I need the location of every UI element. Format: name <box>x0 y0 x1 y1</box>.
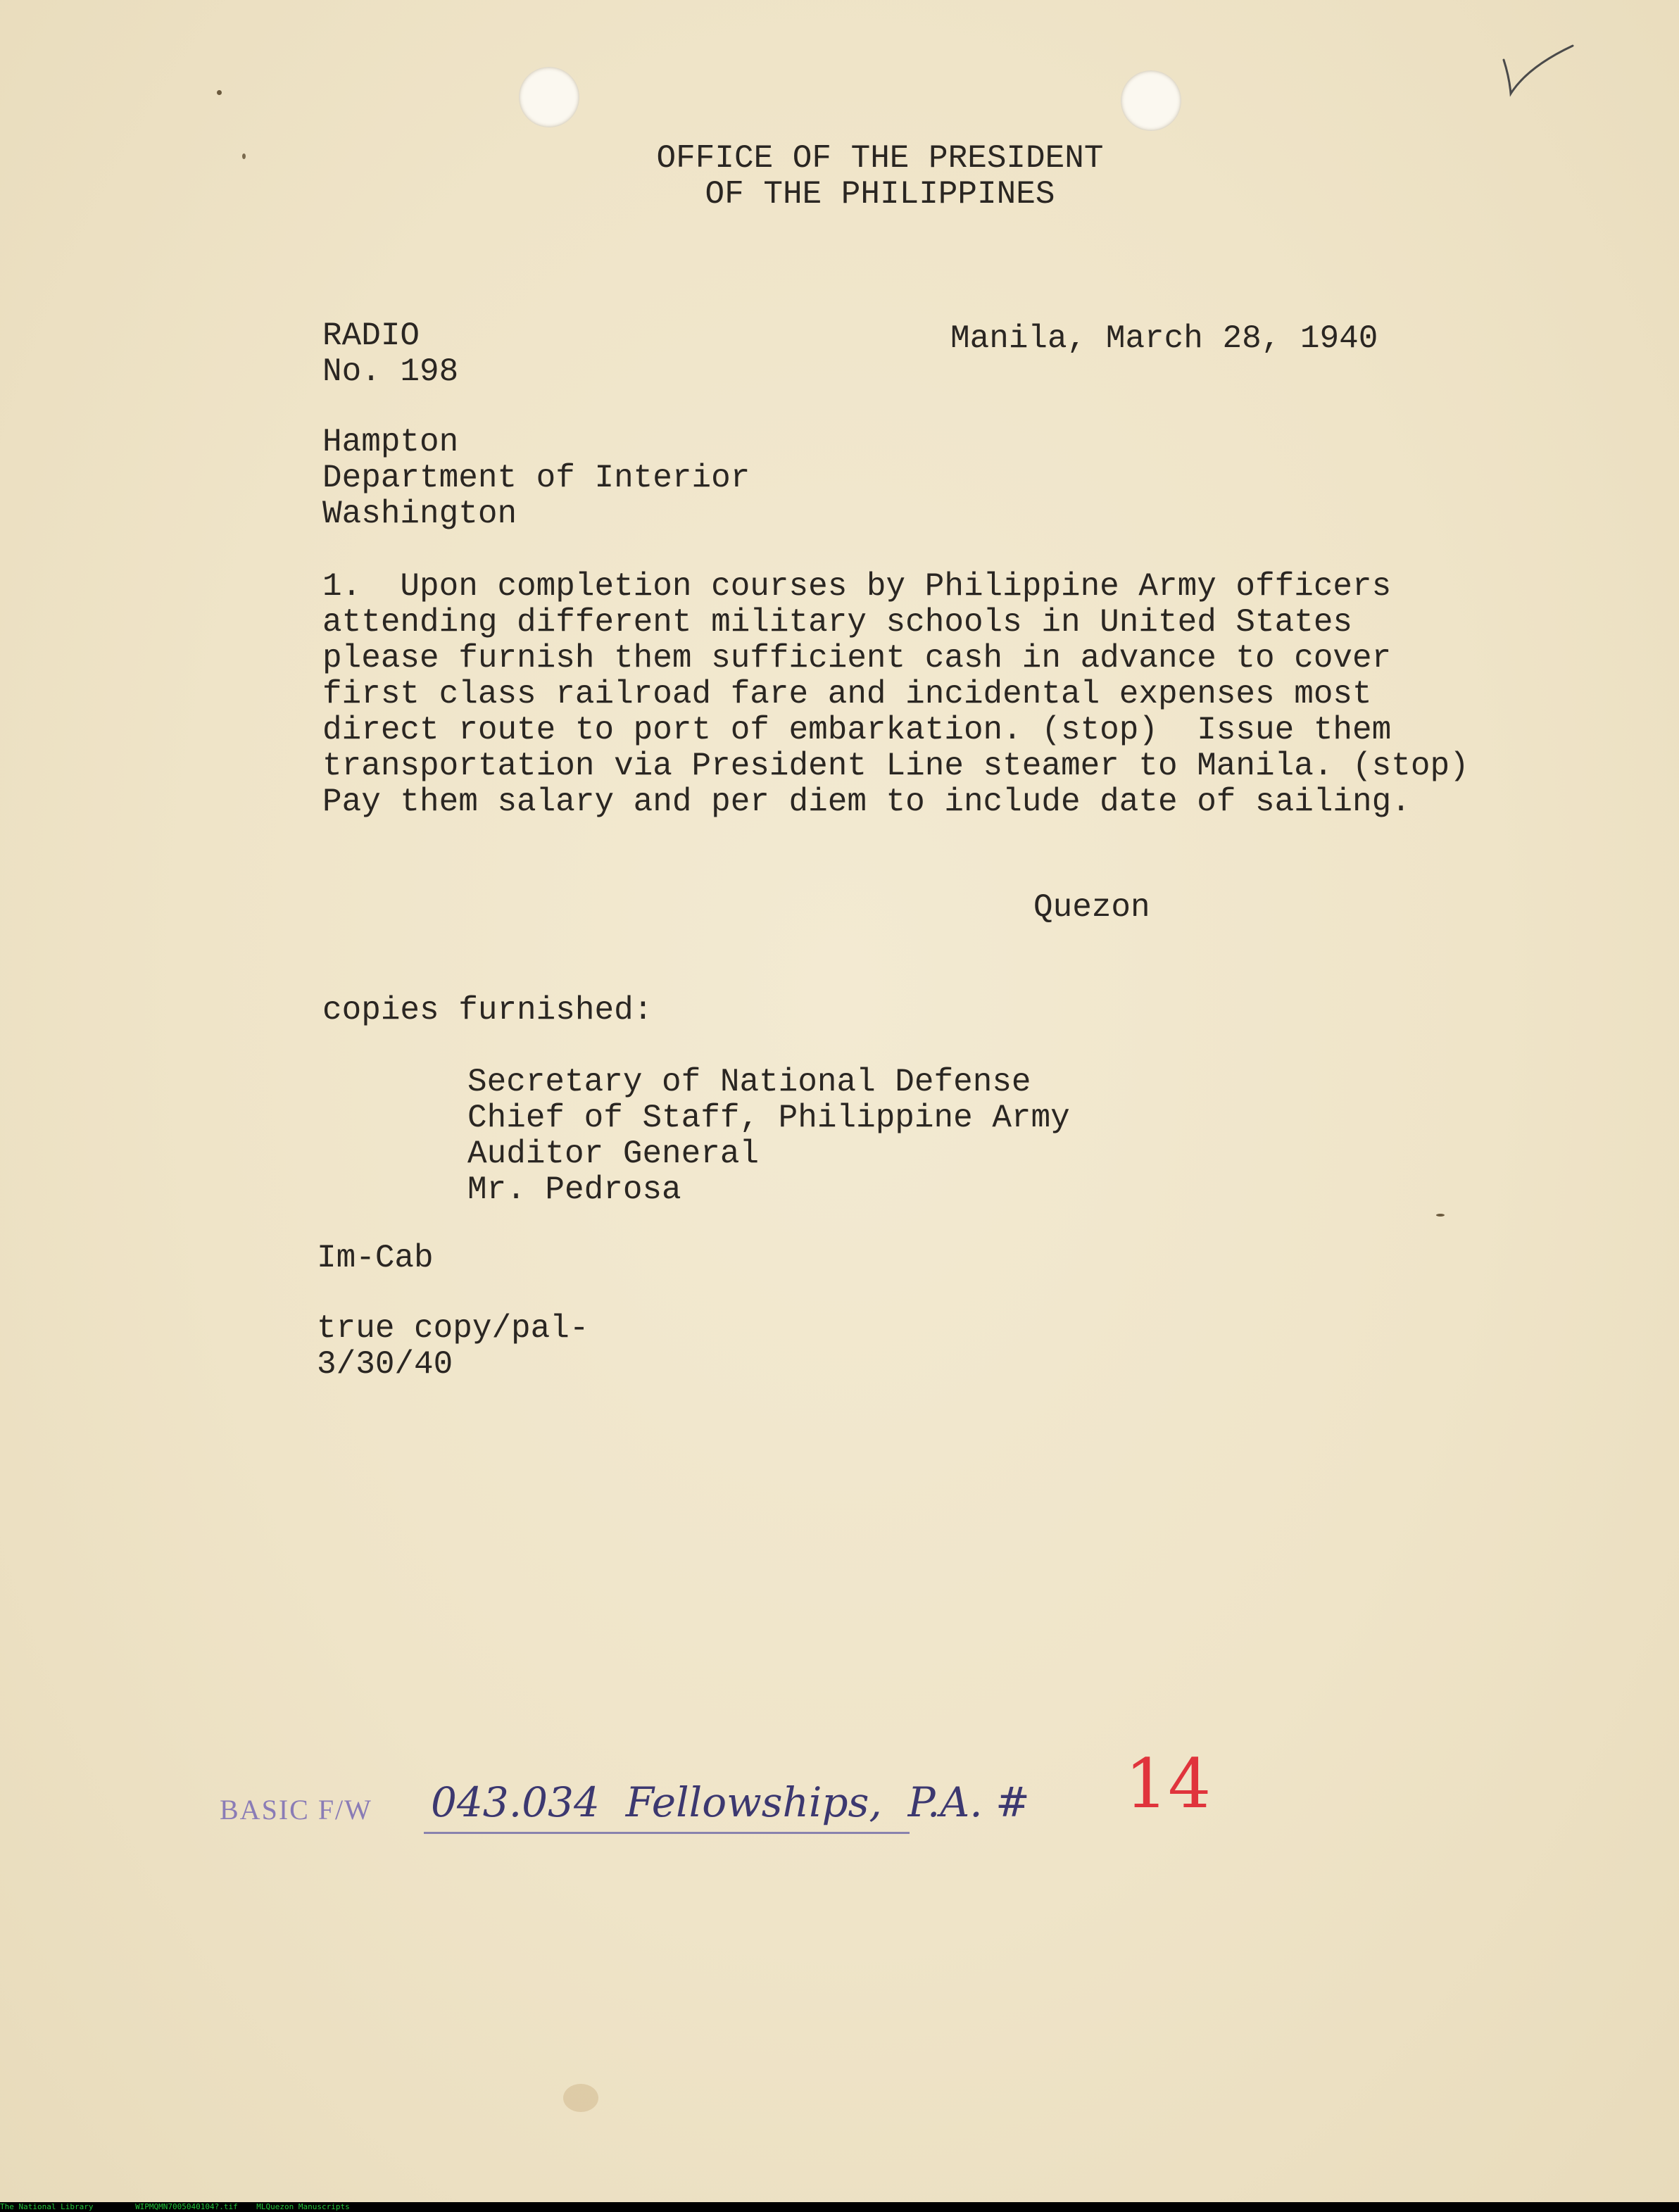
body-line: Pay them salary and per diem to include date of sailing. <box>322 784 1411 820</box>
date-line: Manila, March 28, 1940 <box>950 320 1378 357</box>
scan-footer <box>0 2202 1679 2212</box>
file-stamp-number: 14 <box>1125 1745 1212 1823</box>
addressee-department: Department of Interior <box>322 460 750 496</box>
footer-library: The National Library <box>0 2202 94 2211</box>
footer-collection: MLQuezon Manuscripts <box>256 2202 350 2211</box>
initials: Im-Cab <box>317 1240 434 1276</box>
stamp-underline <box>424 1832 910 1834</box>
paper-speck <box>217 90 222 95</box>
letterhead-line-1: OFFICE OF THE PRESIDENT <box>656 140 1104 177</box>
body-line: please furnish them sufficient cash in advance to cover <box>322 640 1392 677</box>
body-line: direct route to port of embarkation. (stop) Issue them <box>322 712 1392 748</box>
body-line: transportation via President Line steamer to Manila. (stop) <box>322 748 1469 784</box>
copy-recipient: Mr. Pedrosa <box>467 1171 681 1208</box>
message-type: RADIO <box>322 318 420 354</box>
copy-recipient: Chief of Staff, Philippine Army <box>467 1100 1070 1136</box>
punch-hole-left <box>519 67 579 127</box>
copy-recipient: Secretary of National Defense <box>467 1064 1031 1100</box>
message-number: No. 198 <box>322 353 459 390</box>
letterhead-line-2: OF THE PHILIPPINES <box>705 176 1055 213</box>
check-mark-icon <box>1499 39 1577 102</box>
signature: Quezon <box>1033 889 1150 926</box>
body-line: first class railroad fare and incidental expenses most <box>322 676 1372 712</box>
paper-stain <box>563 2084 598 2112</box>
punch-hole-right <box>1121 70 1181 131</box>
body-line: 1. Upon completion courses by Philippine Army officers <box>322 568 1392 605</box>
true-copy-line-1: true copy/pal- <box>317 1310 589 1347</box>
addressee-name: Hampton <box>322 424 459 460</box>
file-stamp-label: BASIC F/W <box>220 1794 372 1825</box>
copy-recipient: Auditor General <box>467 1136 760 1172</box>
file-stamp-handwritten: 043.034 Fellowships, P.A. # <box>431 1778 1030 1826</box>
addressee-city: Washington <box>322 496 517 532</box>
footer-file: WIPMQMN7005040104?.tif <box>135 2202 238 2211</box>
copies-heading: copies furnished: <box>322 992 653 1029</box>
body-line: attending different military schools in United States <box>322 604 1353 641</box>
paper-speck <box>1436 1214 1445 1217</box>
paper-speck <box>242 153 246 159</box>
true-copy-line-2: 3/30/40 <box>317 1346 453 1383</box>
